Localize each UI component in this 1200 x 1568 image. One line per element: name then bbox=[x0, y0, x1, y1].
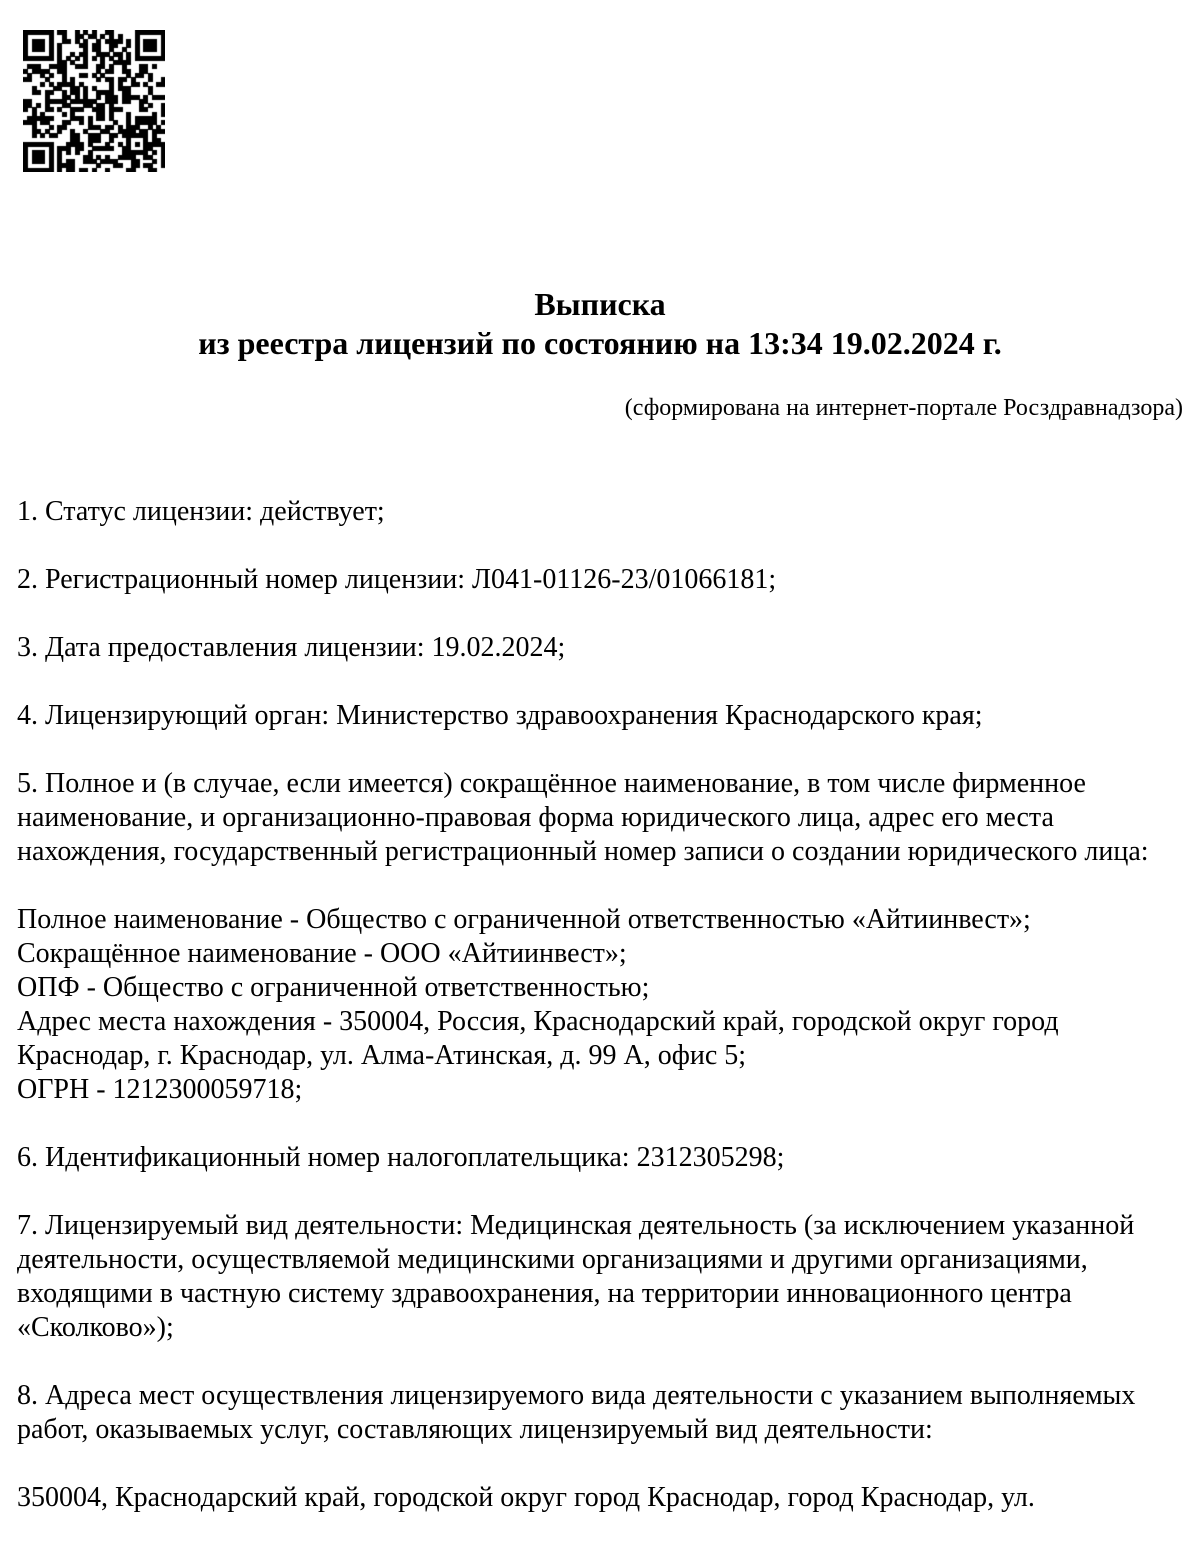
document-body bbox=[17, 495, 1183, 1515]
document-page bbox=[17, 0, 1183, 1549]
title-line-1: Выписка bbox=[534, 286, 666, 322]
paragraph-license-status: 1. Статус лицензии: действует; bbox=[17, 496, 385, 527]
line-ogrn: ОГРН - 1212300059718; bbox=[17, 1074, 303, 1105]
paragraph-name-intro: 5. Полное и (в случае, если имеется) сокращённое наименование, в том числе фирменное наименование, и организационно-правовая форма юридического лица, адрес его места нахождения, государственный регистрационный номер записи о создании юридического лица: bbox=[17, 768, 1149, 867]
line-legal-form: ОПФ - Общество с ограниченной ответственностью; bbox=[17, 972, 650, 1003]
paragraph-activity-type: 7. Лицензируемый вид деятельности: Медицинская деятельность (за исключением указанной деятельности, осуществляемой медицинскими организациями и другими организациями, входящими в частную систему здравоохранения, на территории инновационного центра «Сколково»); bbox=[17, 1210, 1135, 1343]
line-full-name: Полное наименование - Общество с ограниченной ответственностью «Айтиинвест»; bbox=[17, 904, 1031, 935]
paragraph-activity-addresses-intro: 8. Адреса мест осуществления лицензируемого вида деятельности с указанием выполняемых работ, оказываемых услуг, составляющих лицензируемый вид деятельности: bbox=[17, 1380, 1136, 1445]
document-title bbox=[17, 285, 1183, 363]
paragraph-registration-number: 2. Регистрационный номер лицензии: Л041-01126-23/01066181; bbox=[17, 564, 777, 595]
line-short-name: Сокращённое наименование - ООО «Айтиинвест»; bbox=[17, 938, 627, 969]
paragraph-inn: 6. Идентификационный номер налогоплательщика: 2312305298; bbox=[17, 1142, 785, 1173]
title-line-2: из реестра лицензий по состоянию на 13:34 19.02.2024 г. bbox=[198, 325, 1002, 361]
line-address: Адрес места нахождения - 350004, Россия, Краснодарский край, городской округ город Краснодар, г. Краснодар, ул. Алма-Атинская, д. 99 А, офис 5; bbox=[17, 1006, 1059, 1071]
paragraph-licensing-authority: 4. Лицензирующий орган: Министерство здравоохранения Краснодарского края; bbox=[17, 700, 983, 731]
document-subtitle: (сформирована на интернет-портале Росздравнадзора) bbox=[624, 395, 1183, 421]
paragraph-license-date: 3. Дата предоставления лицензии: 19.02.2024; bbox=[17, 632, 566, 663]
paragraph-activity-address: 350004, Краснодарский край, городской округ город Краснодар, город Краснодар, ул. bbox=[17, 1482, 1035, 1513]
